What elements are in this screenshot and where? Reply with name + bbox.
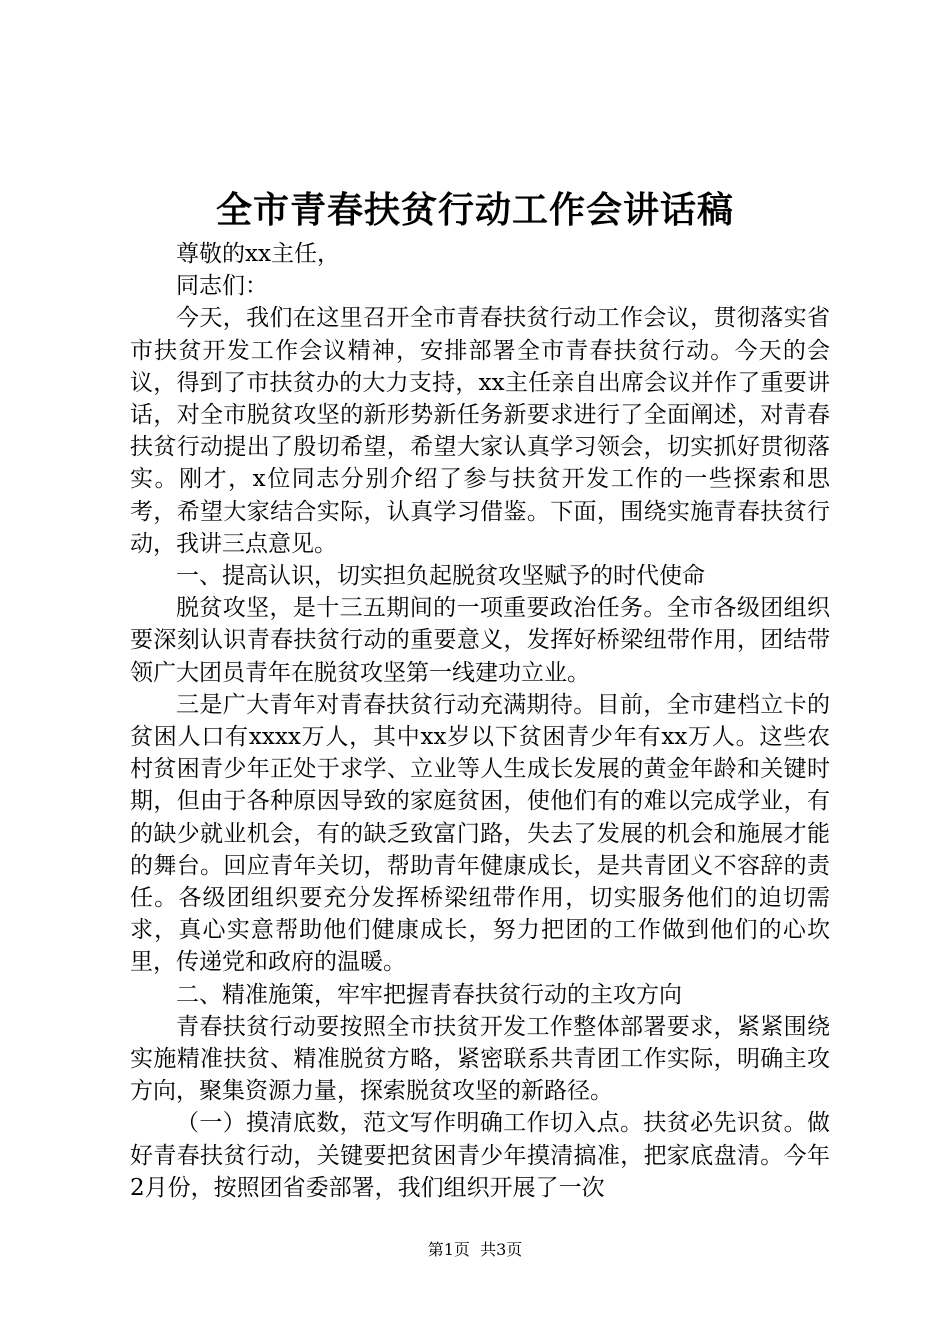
section-heading: 二、精准施策，牢牢把握青春扶贫行动的主攻方向 [176, 981, 682, 1008]
section-heading: 一、提高认识，切实担负起脱贫攻坚赋予的时代使命 [176, 563, 705, 590]
paragraph: 脱贫攻坚，是十三五期间的一项重要政治任务。全市各级团组织要深刻认识青春扶贫行动的重要意义，发挥好桥梁纽带作用，团结带领广大团员青年在脱贫攻坚第一线建功立业。 [130, 595, 830, 686]
paragraph: （一）摸清底数，范文写作明确工作切入点。扶贫必先识贫。做好青春扶贫行动，关键要把贫困青少年摸清搞准，把家底盘清。今年2月份，按照团省委部署，我们组织开展了一次 [130, 1110, 830, 1201]
document-body [130, 238, 830, 1204]
salutation: 尊敬的xx主任， [176, 241, 340, 267]
page-total: 共3页 [480, 1240, 523, 1259]
greeting: 同志们： [176, 273, 268, 300]
paragraph: 三是广大青年对青春扶贫行动充满期待。目前，全市建档立卡的贫困人口有xxxx万人，其中xx岁以下贫困青少年有xx万人。这些农村贫困青少年正处于求学、立业等人生成长发展的黄金年龄和关键时期，但由于各种原因导致的家庭贫困，使他们有的难以完成学业，有的缺少就业机会，有的缺乏致富门路，失去了发展的机会和施展才能的舞台。回应青年关切，帮助青年健康成长，是共青团义不容辞的责任。各级团组织要充分发挥桥梁纽带作用，切实服务他们的迫切需求，真心实意帮助他们健康成长，努力把团的工作做到他们的心坎里，传递党和政府的温暖。 [130, 691, 830, 976]
document-title: 全市青春扶贫行动工作会讲话稿 [215, 189, 734, 231]
page-number: 第1页 [427, 1240, 470, 1259]
page-footer [0, 1239, 950, 1261]
paragraph: 今天，我们在这里召开全市青春扶贫行动工作会议，贯彻落实省市扶贫开发工作会议精神，安排部署全市青春扶贫行动。今天的会议，得到了市扶贫办的大力支持，xx主任亲自出席会议并作了重要讲话，对全市脱贫攻坚的新形势新任务新要求进行了全面阐述，对青春扶贫行动提出了殷切希望，希望大家认真学习领会，切实抓好贯彻落实。刚才，x位同志分别介绍了参与扶贫开发工作的一些探索和思考，希望大家结合实际，认真学习借鉴。下面，围绕实施青春扶贫行动，我讲三点意见。 [130, 305, 830, 557]
paragraph: 青春扶贫行动要按照全市扶贫开发工作整体部署要求，紧紧围绕实施精准扶贫、精准脱贫方略，紧密联系共青团工作实际，明确主攻方向，聚集资源力量，探索脱贫攻坚的新路径。 [130, 1013, 830, 1105]
